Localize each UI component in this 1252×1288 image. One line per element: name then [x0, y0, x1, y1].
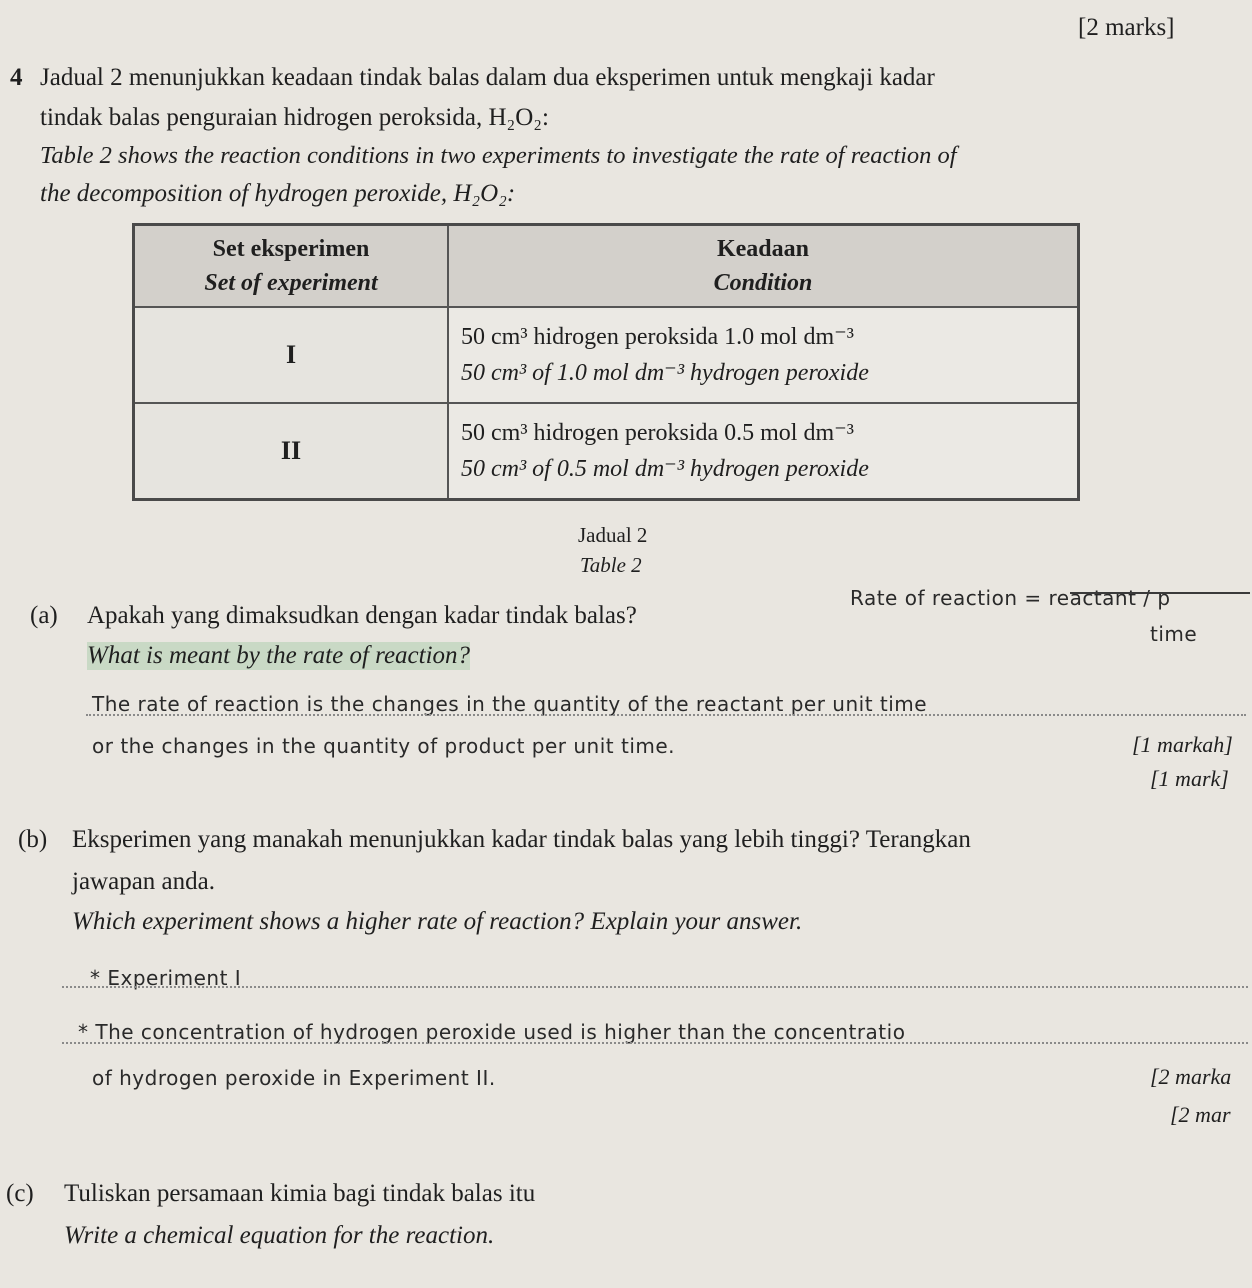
part-a-answer-line-2: or the changes in the quantity of product per unit time.	[92, 734, 676, 758]
header-condition-ms: Keadaan	[716, 236, 809, 262]
fraction-line	[1070, 592, 1250, 594]
answer-line	[62, 986, 1248, 988]
condition-ms: 50 cm³ hidrogen peroksida 0.5 mol dm⁻³	[461, 420, 854, 446]
answer-line	[86, 714, 1246, 716]
condition-ms: 50 cm³ hidrogen peroksida 1.0 mol dm⁻³	[461, 324, 854, 350]
marks-top: [2 marks]	[1078, 14, 1175, 41]
header-set-ms: Set eksperimen	[212, 236, 370, 262]
part-a-marks-en: [1 mark]	[1150, 766, 1229, 791]
part-b-question-en: Which experiment shows a higher rate of reaction? Explain your answer.	[72, 908, 803, 935]
part-a-question-ms: Apakah yang dimaksudkan dengan kadar tindak balas?	[87, 602, 637, 629]
question-number: 4	[10, 64, 23, 91]
part-a-margin-note-1: Rate of reaction = reactant / p	[850, 586, 1171, 610]
table-caption-ms: Jadual 2	[578, 523, 648, 547]
part-b-marks-ms: [2 marka	[1150, 1064, 1232, 1089]
answer-line	[62, 1042, 1248, 1044]
question-text-ms-1: Jadual 2 menunjukkan keadaan tindak balas dalam dua eksperimen untuk mengkaji kadar	[40, 64, 935, 91]
part-a-answer-line-1: The rate of reaction is the changes in the quantity of the reactant per unit time	[92, 692, 928, 716]
header-set	[134, 225, 449, 308]
part-b-label: (b)	[18, 826, 48, 853]
part-b-question-ms-1: Eksperimen yang manakah menunjukkan kadar tindak balas yang lebih tinggi? Terangkan	[72, 826, 971, 853]
part-a-marks-ms: [1 markah]	[1132, 732, 1233, 757]
table-caption-en: Table 2	[580, 553, 642, 577]
condition-en: 50 cm³ of 0.5 mol dm⁻³ hydrogen peroxide	[461, 456, 869, 482]
part-c-question-ms: Tuliskan persamaan kimia bagi tindak balas itu	[64, 1180, 536, 1207]
table-header-row	[134, 225, 1079, 308]
part-a-question-en: What is meant by the rate of reaction?	[87, 642, 471, 669]
question-text-en-2: the decomposition of hydrogen peroxide, H₂O₂:	[40, 180, 516, 207]
question-text-en-1: Table 2 shows the reaction conditions in two experiments to investigate the rate of reaction of	[40, 142, 957, 169]
condition-cell	[448, 307, 1079, 403]
part-a-margin-note-2: time	[1150, 622, 1198, 646]
part-a-label: (a)	[30, 602, 58, 629]
header-set-en: Set of experiment	[204, 270, 378, 296]
header-condition-en: Condition	[713, 270, 813, 296]
part-c-label: (c)	[6, 1180, 34, 1207]
table-row	[134, 403, 1079, 500]
table-row	[134, 307, 1079, 403]
set-cell: I	[134, 307, 449, 403]
part-b-answer-line-2: * The concentration of hydrogen peroxide used is higher than the concentratio	[78, 1020, 906, 1044]
header-condition	[448, 225, 1079, 308]
part-b-marks-en: [2 mar	[1170, 1102, 1231, 1127]
part-b-question-ms-2: jawapan anda.	[72, 868, 215, 895]
condition-cell	[448, 403, 1079, 500]
part-b-answer-line-1: * Experiment I	[90, 966, 242, 990]
part-c-question-en: Write a chemical equation for the reaction.	[64, 1222, 495, 1249]
conditions-table	[132, 223, 1080, 501]
part-b-answer-line-3: of hydrogen peroxide in Experiment II.	[92, 1066, 496, 1090]
condition-en: 50 cm³ of 1.0 mol dm⁻³ hydrogen peroxide	[461, 360, 869, 386]
set-cell: II	[134, 403, 449, 500]
question-text-ms-2: tindak balas penguraian hidrogen peroksida, H₂O₂:	[40, 104, 549, 131]
